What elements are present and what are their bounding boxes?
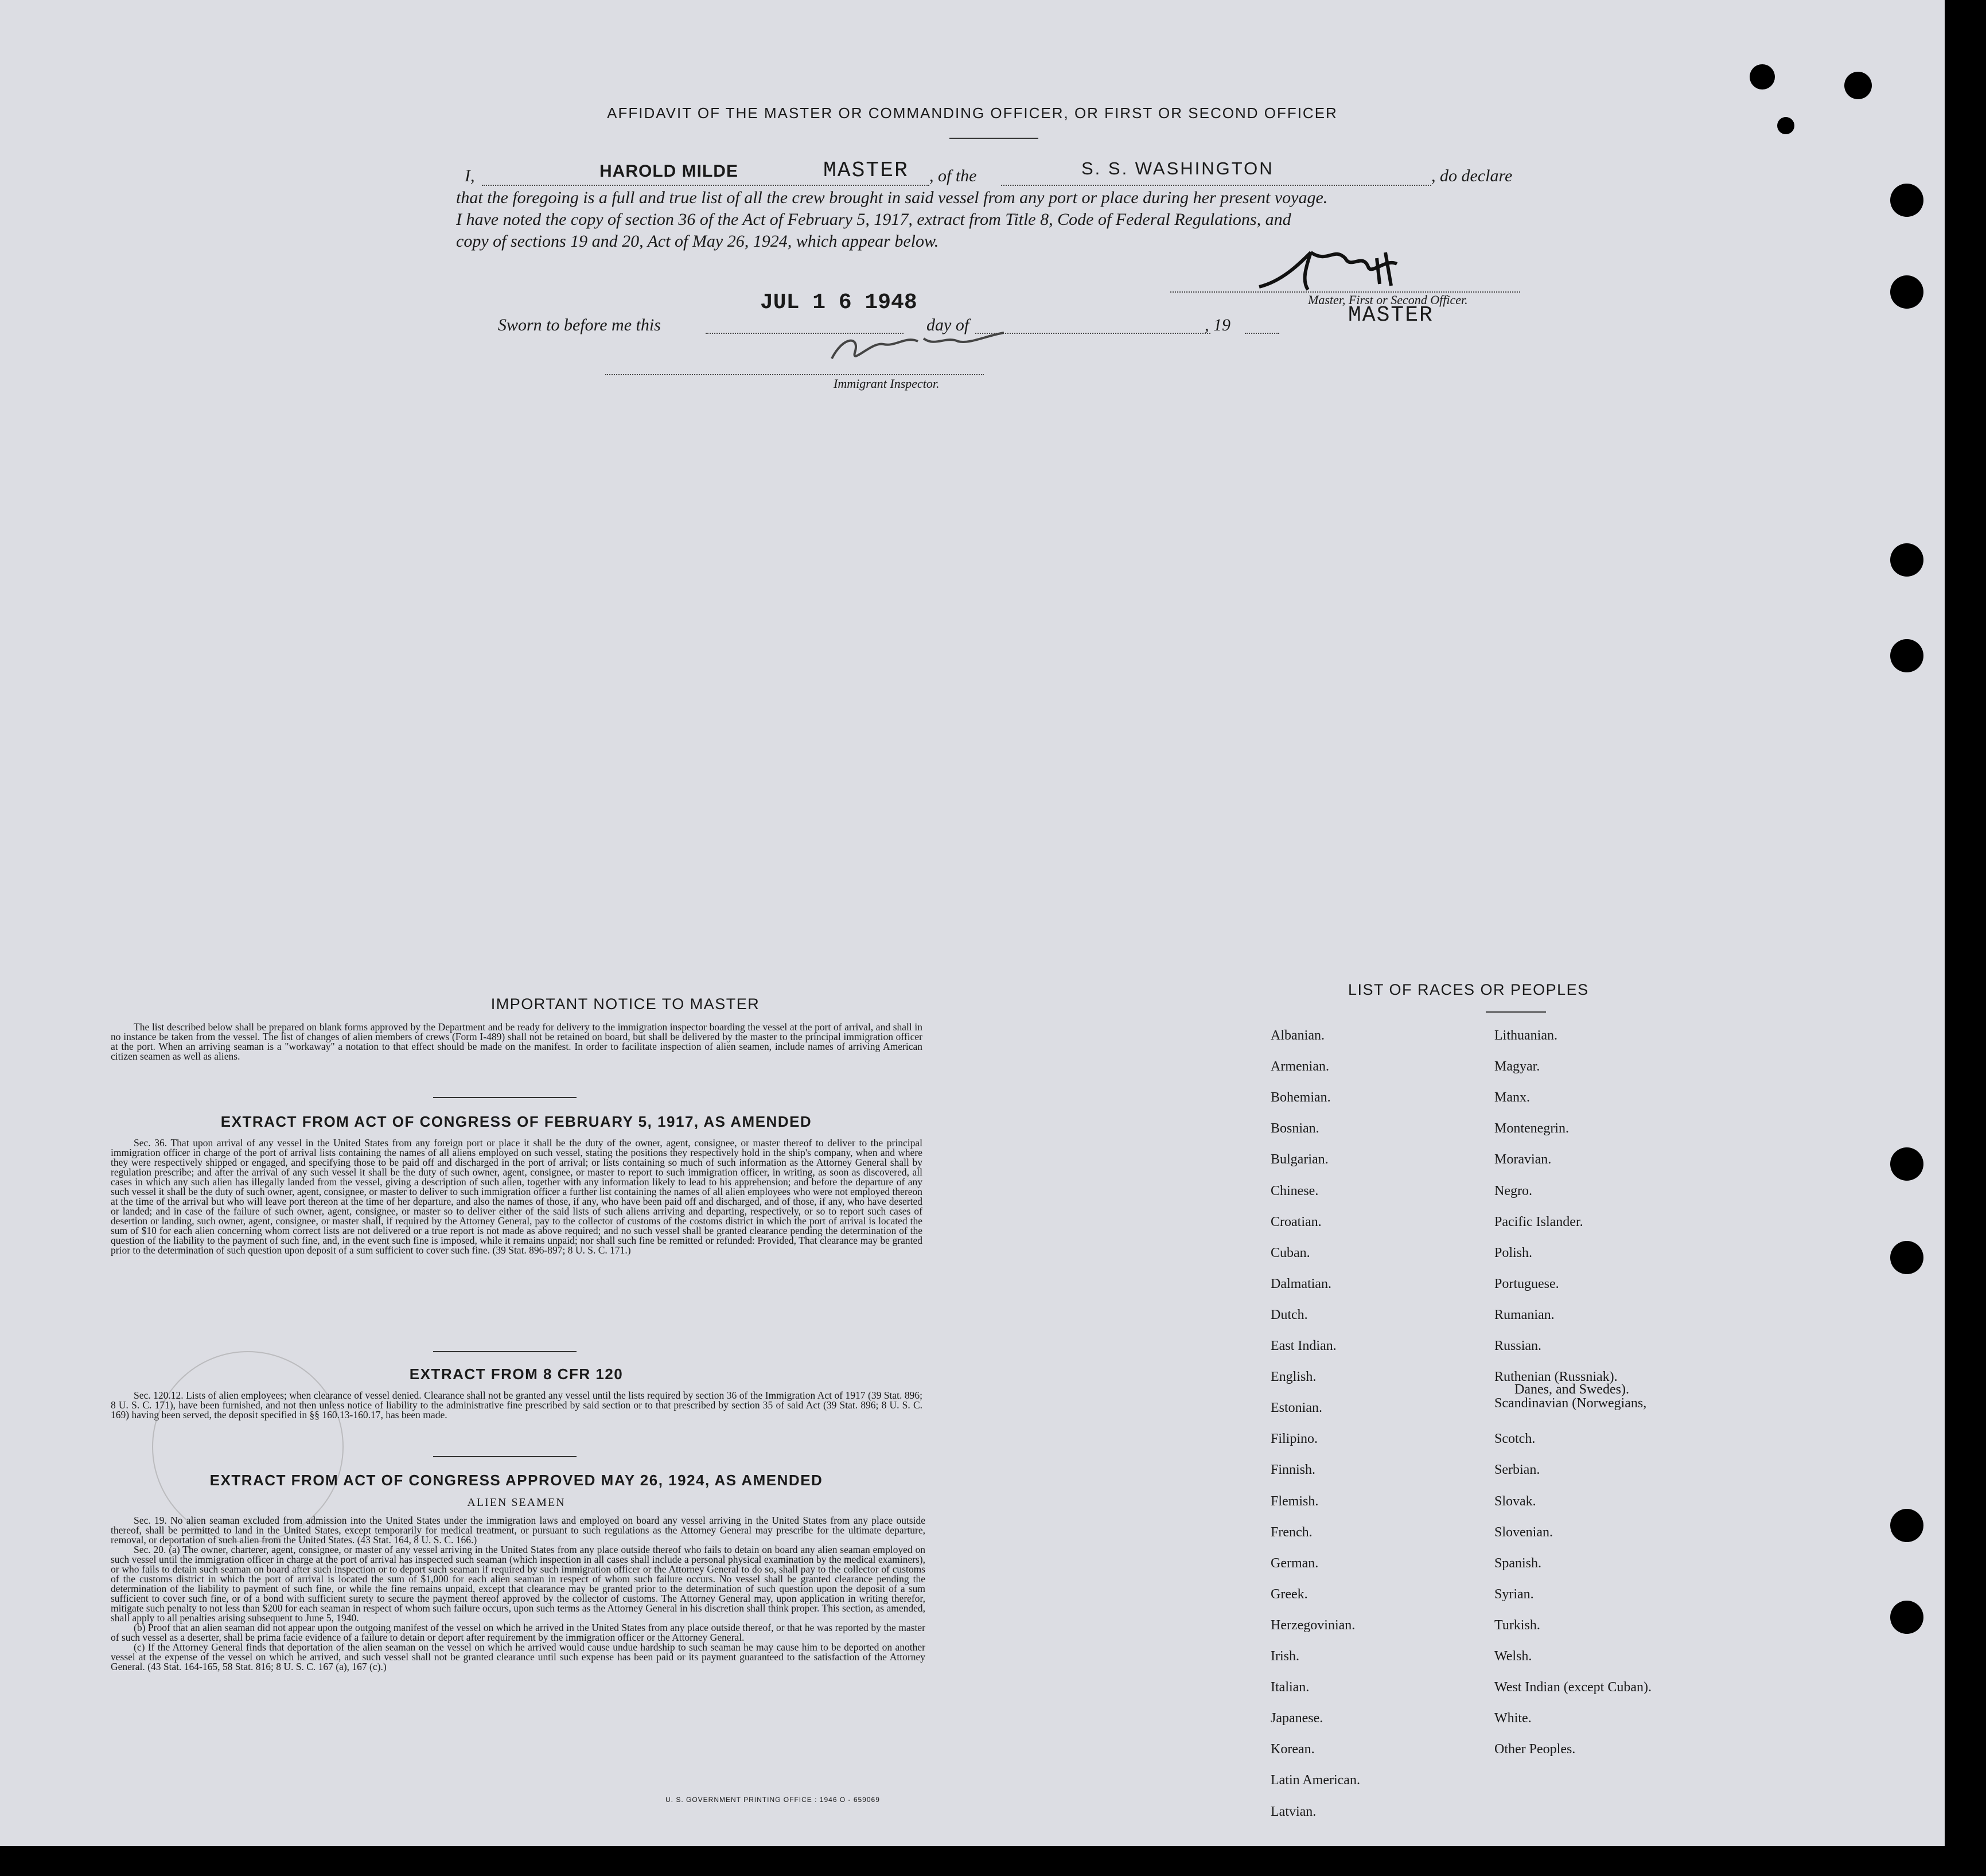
race-item: Estonian.	[1271, 1400, 1322, 1416]
race-item: White.	[1494, 1711, 1532, 1726]
race-item: Slovenian.	[1494, 1524, 1553, 1540]
race-item: Pacific Islander.	[1494, 1214, 1583, 1229]
punch-hole	[1890, 1147, 1923, 1181]
race-item: Chinese.	[1271, 1183, 1319, 1198]
race-item: Filipino.	[1271, 1431, 1318, 1447]
race-item: Magyar.	[1494, 1059, 1540, 1075]
race-item: Moravian.	[1494, 1152, 1552, 1167]
month-line	[975, 333, 1210, 334]
name-line	[482, 185, 929, 186]
race-item: French.	[1271, 1524, 1313, 1540]
race-item: German.	[1271, 1555, 1319, 1571]
race-item: Slovak.	[1494, 1493, 1536, 1509]
race-item: Herzegovinian.	[1271, 1617, 1356, 1633]
section-divider	[433, 1097, 577, 1098]
ink-blot	[1750, 64, 1775, 89]
race-item: Spanish.	[1494, 1555, 1542, 1571]
race-item: West Indian (except Cuban).	[1494, 1680, 1652, 1695]
race-item: Lithuanian.	[1494, 1028, 1557, 1043]
master-rank: MASTER	[823, 158, 909, 183]
ink-blot	[1844, 72, 1872, 99]
extract-cfr-paragraph: Sec. 120.12. Lists of alien employees; when clearance of vessel denied. Clearance shall not be granted any vessel until the lists required by section 36 of the Immigration Act of 1917 (39 Stat. 896; 8 U. S. C. 171), have been furnished, and not then unless notice of liability to the administrative fine prescribed by said section or to that prescribed by section 35 of said Act (39 Stat. 896; 8 U. S. C. 169) having been served, the deposit specified in §§ 160.13-160.17, has been made.	[111, 1390, 922, 1420]
race-item: Armenian.	[1271, 1059, 1329, 1075]
sec-20b-paragraph: (b) Proof that an alien seaman did not appear upon the outgoing manifest of the vessel on which he arrived in the United States from any place outside thereof, or that he was reported by the master of such vessel as a deserter, shall be prima facie evidence of a failure to detain or deport after requirement by the immigration officer or the Attorney General.	[111, 1622, 925, 1643]
extract-1917-title: EXTRACT FROM ACT OF CONGRESS OF FEBRUARY 5, 1917, AS AMENDED	[220, 1113, 812, 1130]
race-item: Cuban.	[1271, 1245, 1310, 1260]
extract-1917-paragraph: Sec. 36. That upon arrival of any vessel in the United States from any foreign port or place it shall be the duty of the owner, agent, consignee, or master thereof to deliver to the principal immigration officer in charge of the port of arrival lists containing the names of all aliens employed on such vessel, stating the positions they respectively hold in the ship's company, when and where they were respectively shipped or engaged, and specifying those to be paid off and discharged in the port of arrival; or lists containing so much of such information as the Attorney General shall by regulation prescribe; and after the arrival of any such vessel it shall be the duty of such owner, agent, consignee, or master to report to such immigration officer, in writing, as soon as discovered, all cases in which any such alien has illegally landed from the vessel, giving a description of such alien, together with any information likely to lead to his apprehension; and before the departure of any such vessel it shall be the duty of such owner, agent, consignee, or master to deliver to such immigration officer a further list containing the names of all alien employees who were not employed thereon at the time of the arrival but who will leave port thereon at the time of her departure, and also the names of those, if any, who have been paid off and discharged, and of those, if any, who have deserted or landed; and in case of the failure of such owner, agent, consignee, or master so to deliver either of the said lists of such aliens arriving and departing, respectively, or so to report such cases of desertion or landing, such owner, agent, consignee, or master shall, if required by the Attorney General, pay to the collector of customs of the costoms district in which the port of arrival is located the sum of $10 for each alien concerning whom correct lists are not delivered or a true report is not made as above required; and no such vessel shall be granted clearance pending the determination of the question of the liability to the payment of such fine, and, in the event such fine is imposed, while it remains unpaid; nor shall such fine be remitted or refunded: Provided, That clearance may be granted prior to the determination of such question upon deposit of a sum sufficient to cover such fine. (39 Stat. 896-897; 8 U. S. C. 171.)	[111, 1137, 922, 1256]
race-item: Irish.	[1271, 1649, 1299, 1664]
race-item: Bosnian.	[1271, 1121, 1319, 1137]
race-item: Latin American.	[1271, 1773, 1360, 1788]
affidavit-i: I,	[465, 166, 475, 185]
punch-hole	[1890, 184, 1923, 217]
race-item: Albanian.	[1271, 1028, 1325, 1043]
race-item: Serbian.	[1494, 1462, 1540, 1478]
declaration-line-1: that the foregoing is a full and true list of all the crew brought in said vessel from any port or place during her present voyage.	[456, 188, 1328, 207]
section-divider	[433, 1456, 577, 1457]
race-item: Bulgarian.	[1271, 1152, 1329, 1167]
race-item: East Indian.	[1271, 1338, 1337, 1353]
race-item: Montenegrin.	[1494, 1121, 1569, 1137]
notice-body	[111, 1022, 922, 1061]
race-item: Ruthenian (Russniak).	[1494, 1369, 1618, 1385]
affidavit-title: AFFIDAVIT OF THE MASTER OR COMMANDING OFFICER, OR FIRST OR SECOND OFFICER	[607, 104, 1338, 122]
race-item: Latvian.	[1271, 1804, 1317, 1819]
races-divider	[1486, 1011, 1546, 1013]
punch-hole	[1890, 1601, 1923, 1634]
notice-title: IMPORTANT NOTICE TO MASTER	[490, 995, 760, 1013]
of-the-label: , of the	[929, 166, 977, 185]
do-declare-label: , do declare	[1431, 166, 1513, 185]
race-item: Welsh.	[1494, 1649, 1532, 1664]
vessel-line	[1001, 185, 1431, 186]
sworn-date-stamp: JUL 1 6 1948	[760, 290, 917, 315]
race-item: Scotch.	[1494, 1431, 1536, 1447]
race-item: Russian.	[1494, 1338, 1542, 1353]
printer-imprint: U. S. GOVERNMENT PRINTING OFFICE : 1946 O - 659069	[665, 1796, 880, 1804]
punch-hole	[1890, 543, 1923, 577]
extract-cfr-title: EXTRACT FROM 8 CFR 120	[409, 1365, 624, 1383]
declaration-line-3: copy of sections 19 and 20, Act of May 26, 1924, which appear below.	[456, 232, 939, 251]
extract-1924-body	[111, 1516, 925, 1672]
vessel-name: S. S. WASHINGTON	[1081, 158, 1274, 178]
race-item: Turkish.	[1494, 1617, 1540, 1633]
races-title: LIST OF RACES OR PEOPLES	[1348, 981, 1589, 998]
race-item: Greek.	[1271, 1586, 1308, 1602]
race-item: Syrian.	[1494, 1586, 1534, 1602]
race-item: Flemish.	[1271, 1493, 1319, 1509]
signer-rank: MASTER	[1348, 303, 1434, 328]
race-item: Portuguese.	[1494, 1276, 1559, 1291]
extract-1917-body	[111, 1138, 922, 1255]
inspector-caption: Immigrant Inspector.	[834, 376, 940, 391]
alien-seamen-subtitle: ALIEN SEAMEN	[467, 1496, 566, 1509]
race-item: Japanese.	[1271, 1711, 1323, 1726]
inspector-signature	[820, 324, 1010, 370]
race-item: Dalmatian.	[1271, 1276, 1331, 1291]
race-item: Finnish.	[1271, 1462, 1316, 1478]
sec-20c-paragraph: (c) If the Attorney General finds that deportation of the alien seaman on the vessel on which he arrived would cause undue hardship to such seaman he may cause him to be deported on another vessel at the expense of the vessel on which he arrived, and such vessel shall not be granted clearance until such expense has been paid or its payment guaranteed to the satisfaction of the Attorney General. (43 Stat. 164-165, 58 Stat. 816; 8 U. S. C. 167 (a), 167 (c).)	[111, 1641, 925, 1672]
race-item: Rumanian.	[1494, 1307, 1555, 1322]
day-of-label: day of	[926, 316, 969, 334]
master-signature	[1248, 241, 1420, 298]
sec-19-paragraph: Sec. 19. No alien seaman excluded from admission into the United States under the immigration laws and employed on board any vessel arriving in the United States from any place outside thereof, shall be permitted to land in the United States, except temporarily for medical treatment, or pursuant to such regulations as the Attorney General may prescribe for the ultimate departure, removal, or deportation of such alien from the United States. (43 Stat. 164, 8 U. S. C. 166.)	[111, 1515, 925, 1546]
year-label: , 19	[1205, 316, 1230, 334]
sworn-label: Sworn to before me this	[498, 316, 661, 334]
race-item: Scandinavian (Norwegians,	[1494, 1396, 1647, 1411]
punch-hole	[1890, 639, 1923, 672]
race-item: English.	[1271, 1369, 1317, 1385]
race-item: Danes, and Swedes).	[1514, 1382, 1629, 1398]
punch-hole	[1890, 275, 1923, 309]
extract-cfr-body	[111, 1391, 922, 1420]
race-item: Bohemian.	[1271, 1090, 1331, 1106]
signer-caption: Master, First or Second Officer.	[1308, 293, 1468, 307]
notice-paragraph: The list described below shall be prepared on blank forms approved by the Department and be ready for delivery to the immigration inspector boarding the vessel at the port of arrival, and shall in no instance be taken from the vessel. The list of changes of alien members of crews (Form I-489) shall not be retained on board, but shall be delivered by the master to the principal immigration officer at the port. When an arriving seaman is a "workaway" a notation to that effect should be made on the manifest. In order to facilitate inspection of alien seamen, include names of arriving American citizen seamen as well as aliens.	[111, 1021, 922, 1062]
title-divider	[949, 138, 1038, 139]
declaration-line-2: I have noted the copy of section 36 of the Act of February 5, 1917, extract from Title 8, Code of Federal Regulations, and	[456, 210, 1291, 229]
race-item: Other Peoples.	[1494, 1742, 1576, 1757]
race-item: Italian.	[1271, 1680, 1310, 1695]
punch-hole	[1890, 1509, 1923, 1542]
race-item: Korean.	[1271, 1742, 1315, 1757]
section-divider	[433, 1351, 577, 1352]
year-line	[1245, 333, 1279, 334]
master-name: HAROLD MILDE	[599, 162, 738, 181]
extract-1924-title: EXTRACT FROM ACT OF CONGRESS APPROVED MAY 26, 1924, AS AMENDED	[209, 1472, 823, 1489]
race-item: Croatian.	[1271, 1214, 1322, 1229]
race-item: Negro.	[1494, 1183, 1532, 1198]
inspector-line	[605, 374, 984, 375]
race-item: Polish.	[1494, 1245, 1533, 1260]
race-item: Dutch.	[1271, 1307, 1308, 1322]
race-item: Manx.	[1494, 1090, 1530, 1106]
sec-20a-paragraph: Sec. 20. (a) The owner, charterer, agent, consignee, or master of any vessel arriving in the United States from any place outside thereof who fails to detain on board any alien seaman employed on such vessel until the immigration officer in charge at the port of arrival has inspected such seaman (which inspection in all cases shall include a personal physical examination by the medical examiners), or who fails to detain such seaman on board after such inspection or to deport such seaman if required by such immigration officer or the Attorney General to do so, shall pay to the collector of customs of the customs district in which the port of arrival is located the sum of $1,000 for each alien seaman in respect of whom such failure occurs. No vessel shall be granted clearance pending the determination of the liability to payment of such fine, or while the fine remains unpaid, except that clearance may be granted prior to the determination of such question upon the deposit of a sum sufficient to cover such fine, or of a bond with sufficient surety to secure the payment thereof approved by the collector of customs. The Attorney General may, upon application in writing therefor, mitigate such penalty to not less than $200 for each seaman in respect of whom such failure occurs, upon such terms as the Attorney General in his discretion shall think proper. This section, as amended, shall apply to all penalties arising subsequent to June 5, 1940.	[111, 1544, 925, 1624]
punch-hole	[1890, 1241, 1923, 1274]
